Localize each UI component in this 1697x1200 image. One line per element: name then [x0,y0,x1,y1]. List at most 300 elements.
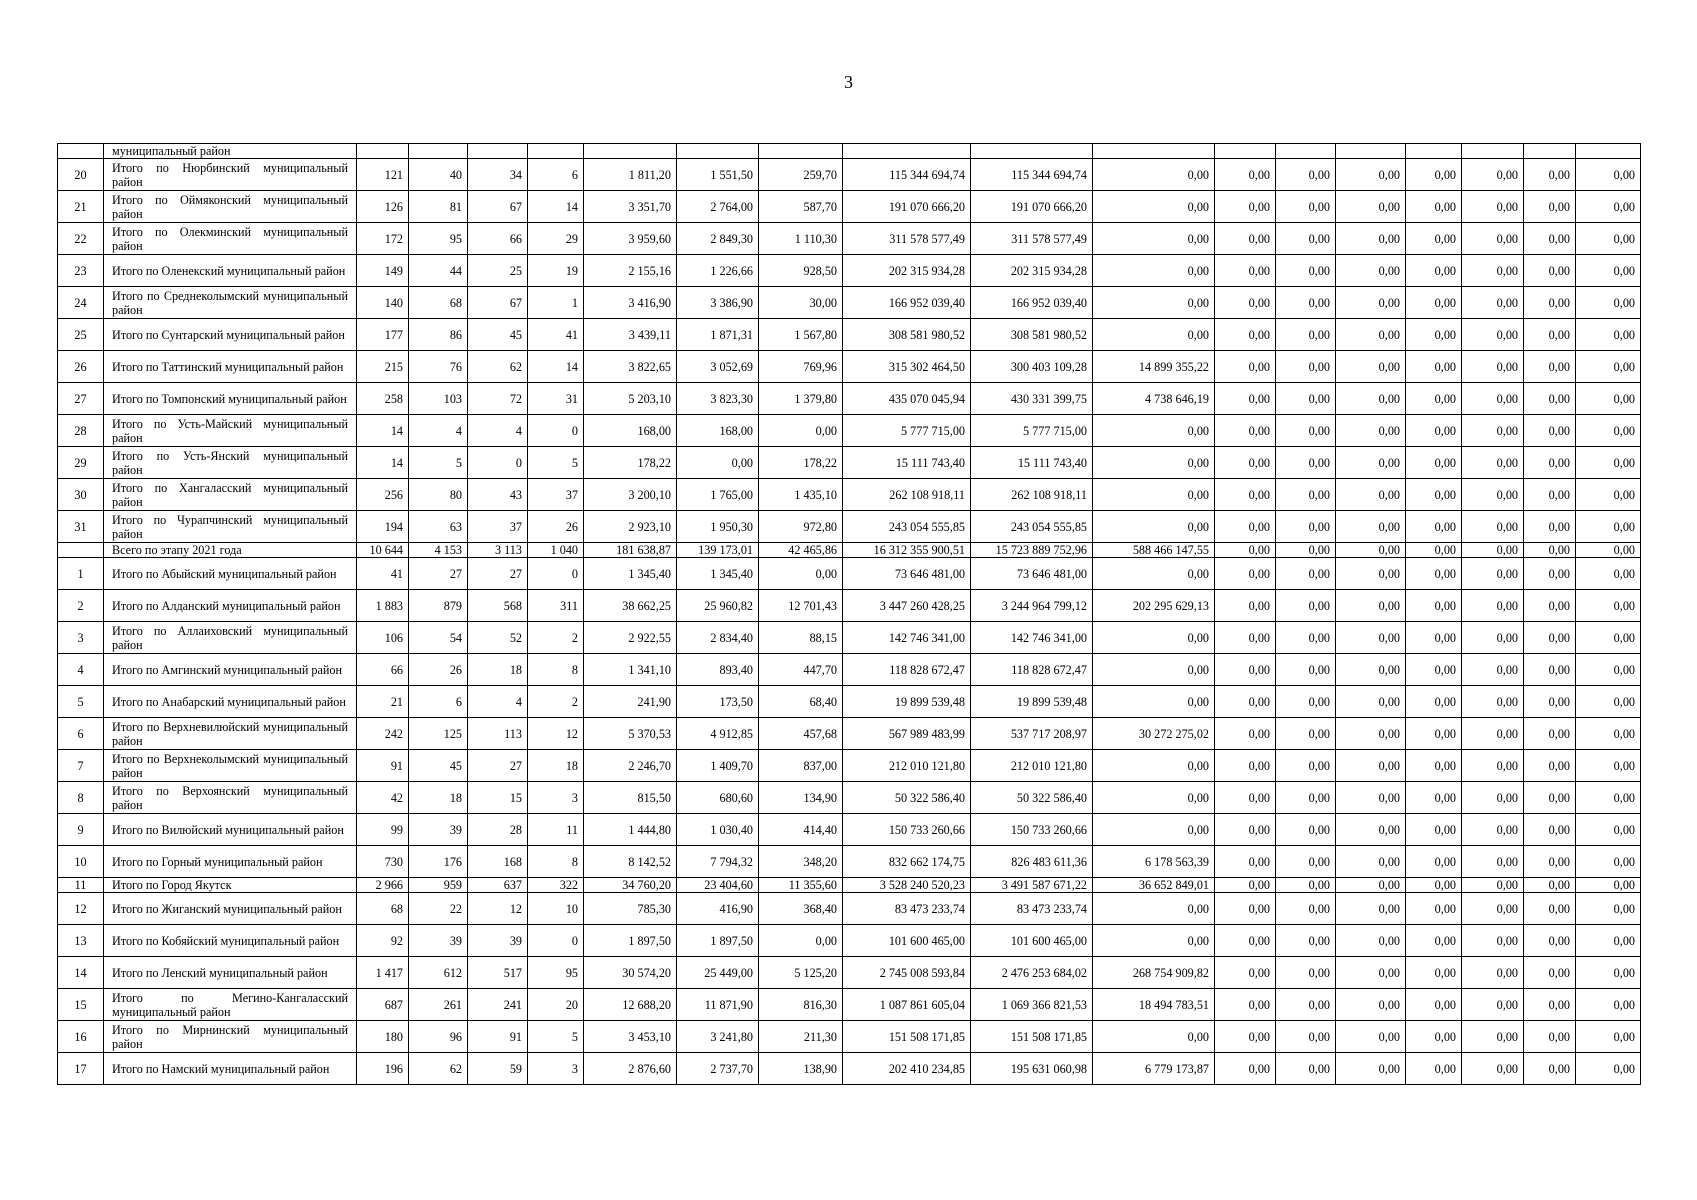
value-cell: 308 581 980,52 [843,319,971,351]
value-cell: 0,00 [1336,1021,1406,1053]
value-cell: 0,00 [1406,686,1462,718]
value-cell [468,144,528,159]
value-cell: 3 200,10 [584,479,677,511]
value-cell: 0,00 [1215,351,1276,383]
value-cell: 26 [528,511,584,543]
value-cell: 30 272 275,02 [1093,718,1215,750]
value-cell: 2 764,00 [677,191,759,223]
value-cell: 0,00 [1576,447,1641,479]
value-cell: 0,00 [1576,415,1641,447]
value-cell: 168 [468,846,528,878]
value-cell: 0,00 [1462,1053,1524,1085]
value-cell: 0,00 [1524,191,1576,223]
value-cell: 0,00 [1336,383,1406,415]
municipality-name: Итого по Томпонский муниципальный район [104,383,357,415]
value-cell: 16 312 355 900,51 [843,543,971,558]
value-cell: 0,00 [1093,223,1215,255]
value-cell: 8 [528,846,584,878]
value-cell: 0,00 [1215,1053,1276,1085]
value-cell: 41 [528,319,584,351]
value-cell: 0 [528,925,584,957]
value-cell: 18 [468,654,528,686]
value-cell: 0,00 [1093,782,1215,814]
table-row [58,893,1641,925]
value-cell: 0,00 [1276,1053,1336,1085]
value-cell: 23 404,60 [677,878,759,893]
municipality-name: Итого по Оленекский муниципальный район [104,255,357,287]
value-cell: 730 [357,846,409,878]
value-cell: 0,00 [1215,511,1276,543]
row-number: 14 [58,957,104,989]
value-cell: 0,00 [1406,718,1462,750]
row-number: 5 [58,686,104,718]
value-cell: 2 876,60 [584,1053,677,1085]
value-cell: 0,00 [1462,191,1524,223]
value-cell: 73 646 481,00 [843,558,971,590]
value-cell: 0,00 [1462,846,1524,878]
value-cell: 0,00 [1093,415,1215,447]
value-cell: 1 379,80 [759,383,843,415]
value-cell: 0,00 [1576,1053,1641,1085]
value-cell: 0,00 [1524,511,1576,543]
table-row [58,558,1641,590]
value-cell: 637 [468,878,528,893]
table-row [58,223,1641,255]
value-cell: 2 737,70 [677,1053,759,1085]
municipality-name: Итого по Верхоянский муниципальный район [104,782,357,814]
value-cell: 0,00 [1524,989,1576,1021]
value-cell: 0,00 [1406,287,1462,319]
value-cell: 262 108 918,11 [843,479,971,511]
value-cell: 0,00 [1406,957,1462,989]
value-cell: 0,00 [1276,590,1336,622]
value-cell: 837,00 [759,750,843,782]
value-cell: 196 [357,1053,409,1085]
value-cell: 0,00 [1215,718,1276,750]
value-cell: 0,00 [1336,782,1406,814]
value-cell: 37 [468,511,528,543]
value-cell: 0,00 [1276,511,1336,543]
row-number: 29 [58,447,104,479]
table-row [58,989,1641,1021]
value-cell: 0,00 [1524,1053,1576,1085]
value-cell: 311 578 577,49 [971,223,1093,255]
value-cell: 50 322 586,40 [971,782,1093,814]
value-cell: 1 030,40 [677,814,759,846]
value-cell: 115 344 694,74 [843,159,971,191]
value-cell: 191 070 666,20 [971,191,1093,223]
value-cell: 0,00 [1406,814,1462,846]
value-cell: 0,00 [1576,287,1641,319]
value-cell: 29 [528,223,584,255]
value-cell: 0,00 [1215,543,1276,558]
value-cell: 0,00 [1406,191,1462,223]
value-cell: 12 688,20 [584,989,677,1021]
table-row [58,750,1641,782]
value-cell: 785,30 [584,893,677,925]
value-cell [1406,144,1462,159]
value-cell [584,144,677,159]
value-cell: 172 [357,223,409,255]
value-cell: 0,00 [1576,893,1641,925]
municipality-name: Итого по Жиганский муниципальный район [104,893,357,925]
value-cell: 101 600 465,00 [971,925,1093,957]
value-cell: 0,00 [1215,622,1276,654]
value-cell: 0,00 [1336,223,1406,255]
value-cell: 311 [528,590,584,622]
value-cell: 0,00 [1576,878,1641,893]
municipality-name: Итого по Алданский муниципальный район [104,590,357,622]
value-cell: 0,00 [1093,319,1215,351]
value-cell: 0,00 [1524,415,1576,447]
value-cell [843,144,971,159]
value-cell: 63 [409,511,468,543]
value-cell: 0,00 [1093,479,1215,511]
value-cell: 3 113 [468,543,528,558]
value-cell: 106 [357,622,409,654]
value-cell: 66 [357,654,409,686]
value-cell: 0,00 [1336,1053,1406,1085]
value-cell: 0,00 [1462,383,1524,415]
value-cell: 0,00 [1524,750,1576,782]
value-cell: 0,00 [1576,925,1641,957]
value-cell: 0,00 [1524,543,1576,558]
value-cell: 6 779 173,87 [1093,1053,1215,1085]
value-cell: 2 923,10 [584,511,677,543]
value-cell: 0,00 [1276,447,1336,479]
value-cell: 0,00 [1576,686,1641,718]
value-cell: 0,00 [1215,846,1276,878]
value-cell: 0,00 [1576,383,1641,415]
value-cell: 308 581 980,52 [971,319,1093,351]
value-cell: 5 203,10 [584,383,677,415]
value-cell: 0,00 [1215,191,1276,223]
value-cell: 103 [409,383,468,415]
value-cell: 0,00 [1406,383,1462,415]
value-cell: 139 173,01 [677,543,759,558]
value-cell: 0,00 [1576,989,1641,1021]
table-row [58,654,1641,686]
value-cell: 258 [357,383,409,415]
municipality-name: Итого по Верхневилюйский муниципальный район [104,718,357,750]
value-cell: 0,00 [1215,558,1276,590]
value-cell: 202 315 934,28 [971,255,1093,287]
value-cell: 0,00 [1462,479,1524,511]
value-cell: 0,00 [1576,255,1641,287]
value-cell: 2 476 253 684,02 [971,957,1093,989]
value-cell: 0,00 [1093,558,1215,590]
value-cell: 1 345,40 [584,558,677,590]
row-number: 9 [58,814,104,846]
value-cell: 1 950,30 [677,511,759,543]
municipality-name: Итого по Усть-Майский муниципальный район [104,415,357,447]
value-cell: 0,00 [1215,925,1276,957]
value-cell: 0,00 [1093,191,1215,223]
municipality-name: Итого по Чурапчинский муниципальный район [104,511,357,543]
value-cell: 0,00 [1406,223,1462,255]
value-cell [1336,144,1406,159]
table-row [58,511,1641,543]
municipality-name: Итого по Ленский муниципальный район [104,957,357,989]
table-row [58,191,1641,223]
value-cell: 680,60 [677,782,759,814]
value-cell: 0,00 [1276,893,1336,925]
value-cell: 0,00 [1093,511,1215,543]
municipality-name: Итого по Город Якутск [104,878,357,893]
value-cell: 0,00 [1276,191,1336,223]
value-cell: 1 883 [357,590,409,622]
value-cell: 126 [357,191,409,223]
value-cell: 0,00 [1524,957,1576,989]
value-cell: 0,00 [1215,654,1276,686]
table-row [58,415,1641,447]
value-cell: 0,00 [1406,319,1462,351]
value-cell: 215 [357,351,409,383]
value-cell: 25 449,00 [677,957,759,989]
value-cell: 2 745 008 593,84 [843,957,971,989]
value-cell: 0,00 [1576,543,1641,558]
value-cell: 44 [409,255,468,287]
value-cell: 0,00 [1276,989,1336,1021]
value-cell: 2 [528,622,584,654]
value-cell: 0,00 [1276,159,1336,191]
value-cell: 3 [528,1053,584,1085]
value-cell: 0,00 [1576,351,1641,383]
municipality-name: Итого по Усть-Янский муниципальный район [104,447,357,479]
municipality-name: Итого по Абыйский муниципальный район [104,558,357,590]
value-cell: 45 [409,750,468,782]
table-row [58,718,1641,750]
value-cell: 879 [409,590,468,622]
value-cell: 0,00 [1336,989,1406,1021]
value-cell: 212 010 121,80 [843,750,971,782]
value-cell: 14 899 355,22 [1093,351,1215,383]
value-cell: 0,00 [1462,159,1524,191]
value-cell: 0,00 [1576,622,1641,654]
value-cell: 241 [468,989,528,1021]
value-cell: 1 444,80 [584,814,677,846]
table-row [58,925,1641,957]
value-cell: 67 [468,287,528,319]
value-cell: 10 644 [357,543,409,558]
municipality-name: Итого по Мирнинский муниципальный район [104,1021,357,1053]
value-cell: 67 [468,191,528,223]
value-cell: 0,00 [1276,558,1336,590]
value-cell: 31 [528,383,584,415]
table-row [58,287,1641,319]
value-cell: 101 600 465,00 [843,925,971,957]
value-cell: 0,00 [1215,447,1276,479]
value-cell: 815,50 [584,782,677,814]
value-cell: 0,00 [1093,1021,1215,1053]
value-cell: 0,00 [1336,878,1406,893]
value-cell: 0,00 [1576,654,1641,686]
table-row [58,814,1641,846]
value-cell: 0,00 [1524,846,1576,878]
value-cell: 0,00 [1215,287,1276,319]
value-cell: 150 733 260,66 [843,814,971,846]
value-cell: 2 966 [357,878,409,893]
row-number: 25 [58,319,104,351]
municipality-name: Итого по Оймяконский муниципальный район [104,191,357,223]
value-cell: 0,00 [1576,590,1641,622]
value-cell: 0,00 [1276,223,1336,255]
value-cell: 0,00 [1524,351,1576,383]
value-cell: 0,00 [1215,159,1276,191]
value-cell: 62 [409,1053,468,1085]
value-cell: 138,90 [759,1053,843,1085]
municipality-name: Итого по Олекминский муниципальный район [104,223,357,255]
value-cell: 4 912,85 [677,718,759,750]
value-cell: 125 [409,718,468,750]
value-cell: 14 [357,447,409,479]
value-cell: 322 [528,878,584,893]
value-cell: 80 [409,479,468,511]
value-cell: 166 952 039,40 [971,287,1093,319]
value-cell: 0,00 [1215,878,1276,893]
municipality-name: Итого по Намский муниципальный район [104,1053,357,1085]
municipality-name: Итого по Хангаласский муниципальный район [104,479,357,511]
value-cell: 0,00 [1462,893,1524,925]
value-cell: 0,00 [1462,255,1524,287]
value-cell: 0,00 [1093,686,1215,718]
value-cell: 1 226,66 [677,255,759,287]
value-cell: 315 302 464,50 [843,351,971,383]
value-cell: 256 [357,479,409,511]
value-cell: 0,00 [1406,479,1462,511]
value-cell: 52 [468,622,528,654]
value-cell: 0,00 [1406,989,1462,1021]
value-cell: 0,00 [1406,447,1462,479]
value-cell: 0,00 [1524,383,1576,415]
value-cell: 0,00 [1406,925,1462,957]
value-cell: 10 [528,893,584,925]
value-cell: 0 [528,415,584,447]
value-cell: 81 [409,191,468,223]
value-cell: 928,50 [759,255,843,287]
value-cell: 0,00 [1336,543,1406,558]
value-cell: 0,00 [1276,846,1336,878]
value-cell: 1 435,10 [759,479,843,511]
value-cell: 6 178 563,39 [1093,846,1215,878]
value-cell: 2 849,30 [677,223,759,255]
value-cell: 687 [357,989,409,1021]
value-cell: 140 [357,287,409,319]
value-cell: 4 738 646,19 [1093,383,1215,415]
value-cell: 0,00 [1406,654,1462,686]
table-row [58,782,1641,814]
value-cell: 96 [409,1021,468,1053]
value-cell: 181 638,87 [584,543,677,558]
value-cell: 0,00 [1276,383,1336,415]
value-cell: 5 777 715,00 [971,415,1093,447]
value-cell: 0,00 [759,925,843,957]
row-number: 23 [58,255,104,287]
value-cell: 0,00 [1276,622,1336,654]
value-cell: 12 [528,718,584,750]
value-cell: 19 [528,255,584,287]
value-cell: 0,00 [1215,893,1276,925]
value-cell: 28 [468,814,528,846]
value-cell: 0,00 [1336,415,1406,447]
value-cell: 0,00 [1524,255,1576,287]
value-cell: 0,00 [1276,878,1336,893]
value-cell: 0,00 [1462,1021,1524,1053]
value-cell: 3 052,69 [677,351,759,383]
value-cell: 41 [357,558,409,590]
value-cell: 0,00 [1462,750,1524,782]
municipality-name: Итого по Сунтарский муниципальный район [104,319,357,351]
value-cell: 149 [357,255,409,287]
value-cell: 0,00 [1215,989,1276,1021]
municipality-name: Итого по Таттинский муниципальный район [104,351,357,383]
value-cell: 0,00 [1336,654,1406,686]
value-cell: 0,00 [1406,622,1462,654]
value-cell: 3 453,10 [584,1021,677,1053]
value-cell: 0,00 [1093,287,1215,319]
value-cell: 2 246,70 [584,750,677,782]
value-cell: 0,00 [1276,750,1336,782]
value-cell: 95 [528,957,584,989]
row-number: 28 [58,415,104,447]
row-number: 10 [58,846,104,878]
municipality-name: Итого по Анабарский муниципальный район [104,686,357,718]
value-cell: 3 959,60 [584,223,677,255]
value-cell: 3 351,70 [584,191,677,223]
value-cell: 457,68 [759,718,843,750]
value-cell: 0,00 [1524,782,1576,814]
value-cell: 587,70 [759,191,843,223]
value-cell: 73 646 481,00 [971,558,1093,590]
value-cell: 91 [357,750,409,782]
value-cell: 5 [528,1021,584,1053]
value-cell: 0,00 [1462,319,1524,351]
value-cell: 0,00 [1462,511,1524,543]
value-cell: 0,00 [759,558,843,590]
value-cell: 0,00 [1462,782,1524,814]
value-cell: 0,00 [1406,511,1462,543]
value-cell: 0,00 [1276,415,1336,447]
value-cell: 0,00 [1276,351,1336,383]
value-cell: 54 [409,622,468,654]
value-cell: 612 [409,957,468,989]
table-row [58,622,1641,654]
value-cell: 0,00 [1462,718,1524,750]
value-cell: 0,00 [1406,255,1462,287]
value-cell: 0,00 [1406,846,1462,878]
value-cell: 0,00 [1462,558,1524,590]
value-cell: 30 574,20 [584,957,677,989]
value-cell: 0,00 [1576,814,1641,846]
value-cell: 261 [409,989,468,1021]
value-cell: 0,00 [1276,686,1336,718]
value-cell: 115 344 694,74 [971,159,1093,191]
value-cell: 0,00 [1215,590,1276,622]
value-cell [528,144,584,159]
value-cell: 0,00 [1524,814,1576,846]
table-row [58,319,1641,351]
value-cell: 68,40 [759,686,843,718]
value-cell: 21 [357,686,409,718]
value-cell: 76 [409,351,468,383]
row-number: 16 [58,1021,104,1053]
value-cell: 151 508 171,85 [971,1021,1093,1053]
value-cell: 537 717 208,97 [971,718,1093,750]
value-cell: 39 [409,925,468,957]
value-cell: 1 765,00 [677,479,759,511]
municipality-name: Итого по Кобяйский муниципальный район [104,925,357,957]
value-cell: 1 897,50 [677,925,759,957]
